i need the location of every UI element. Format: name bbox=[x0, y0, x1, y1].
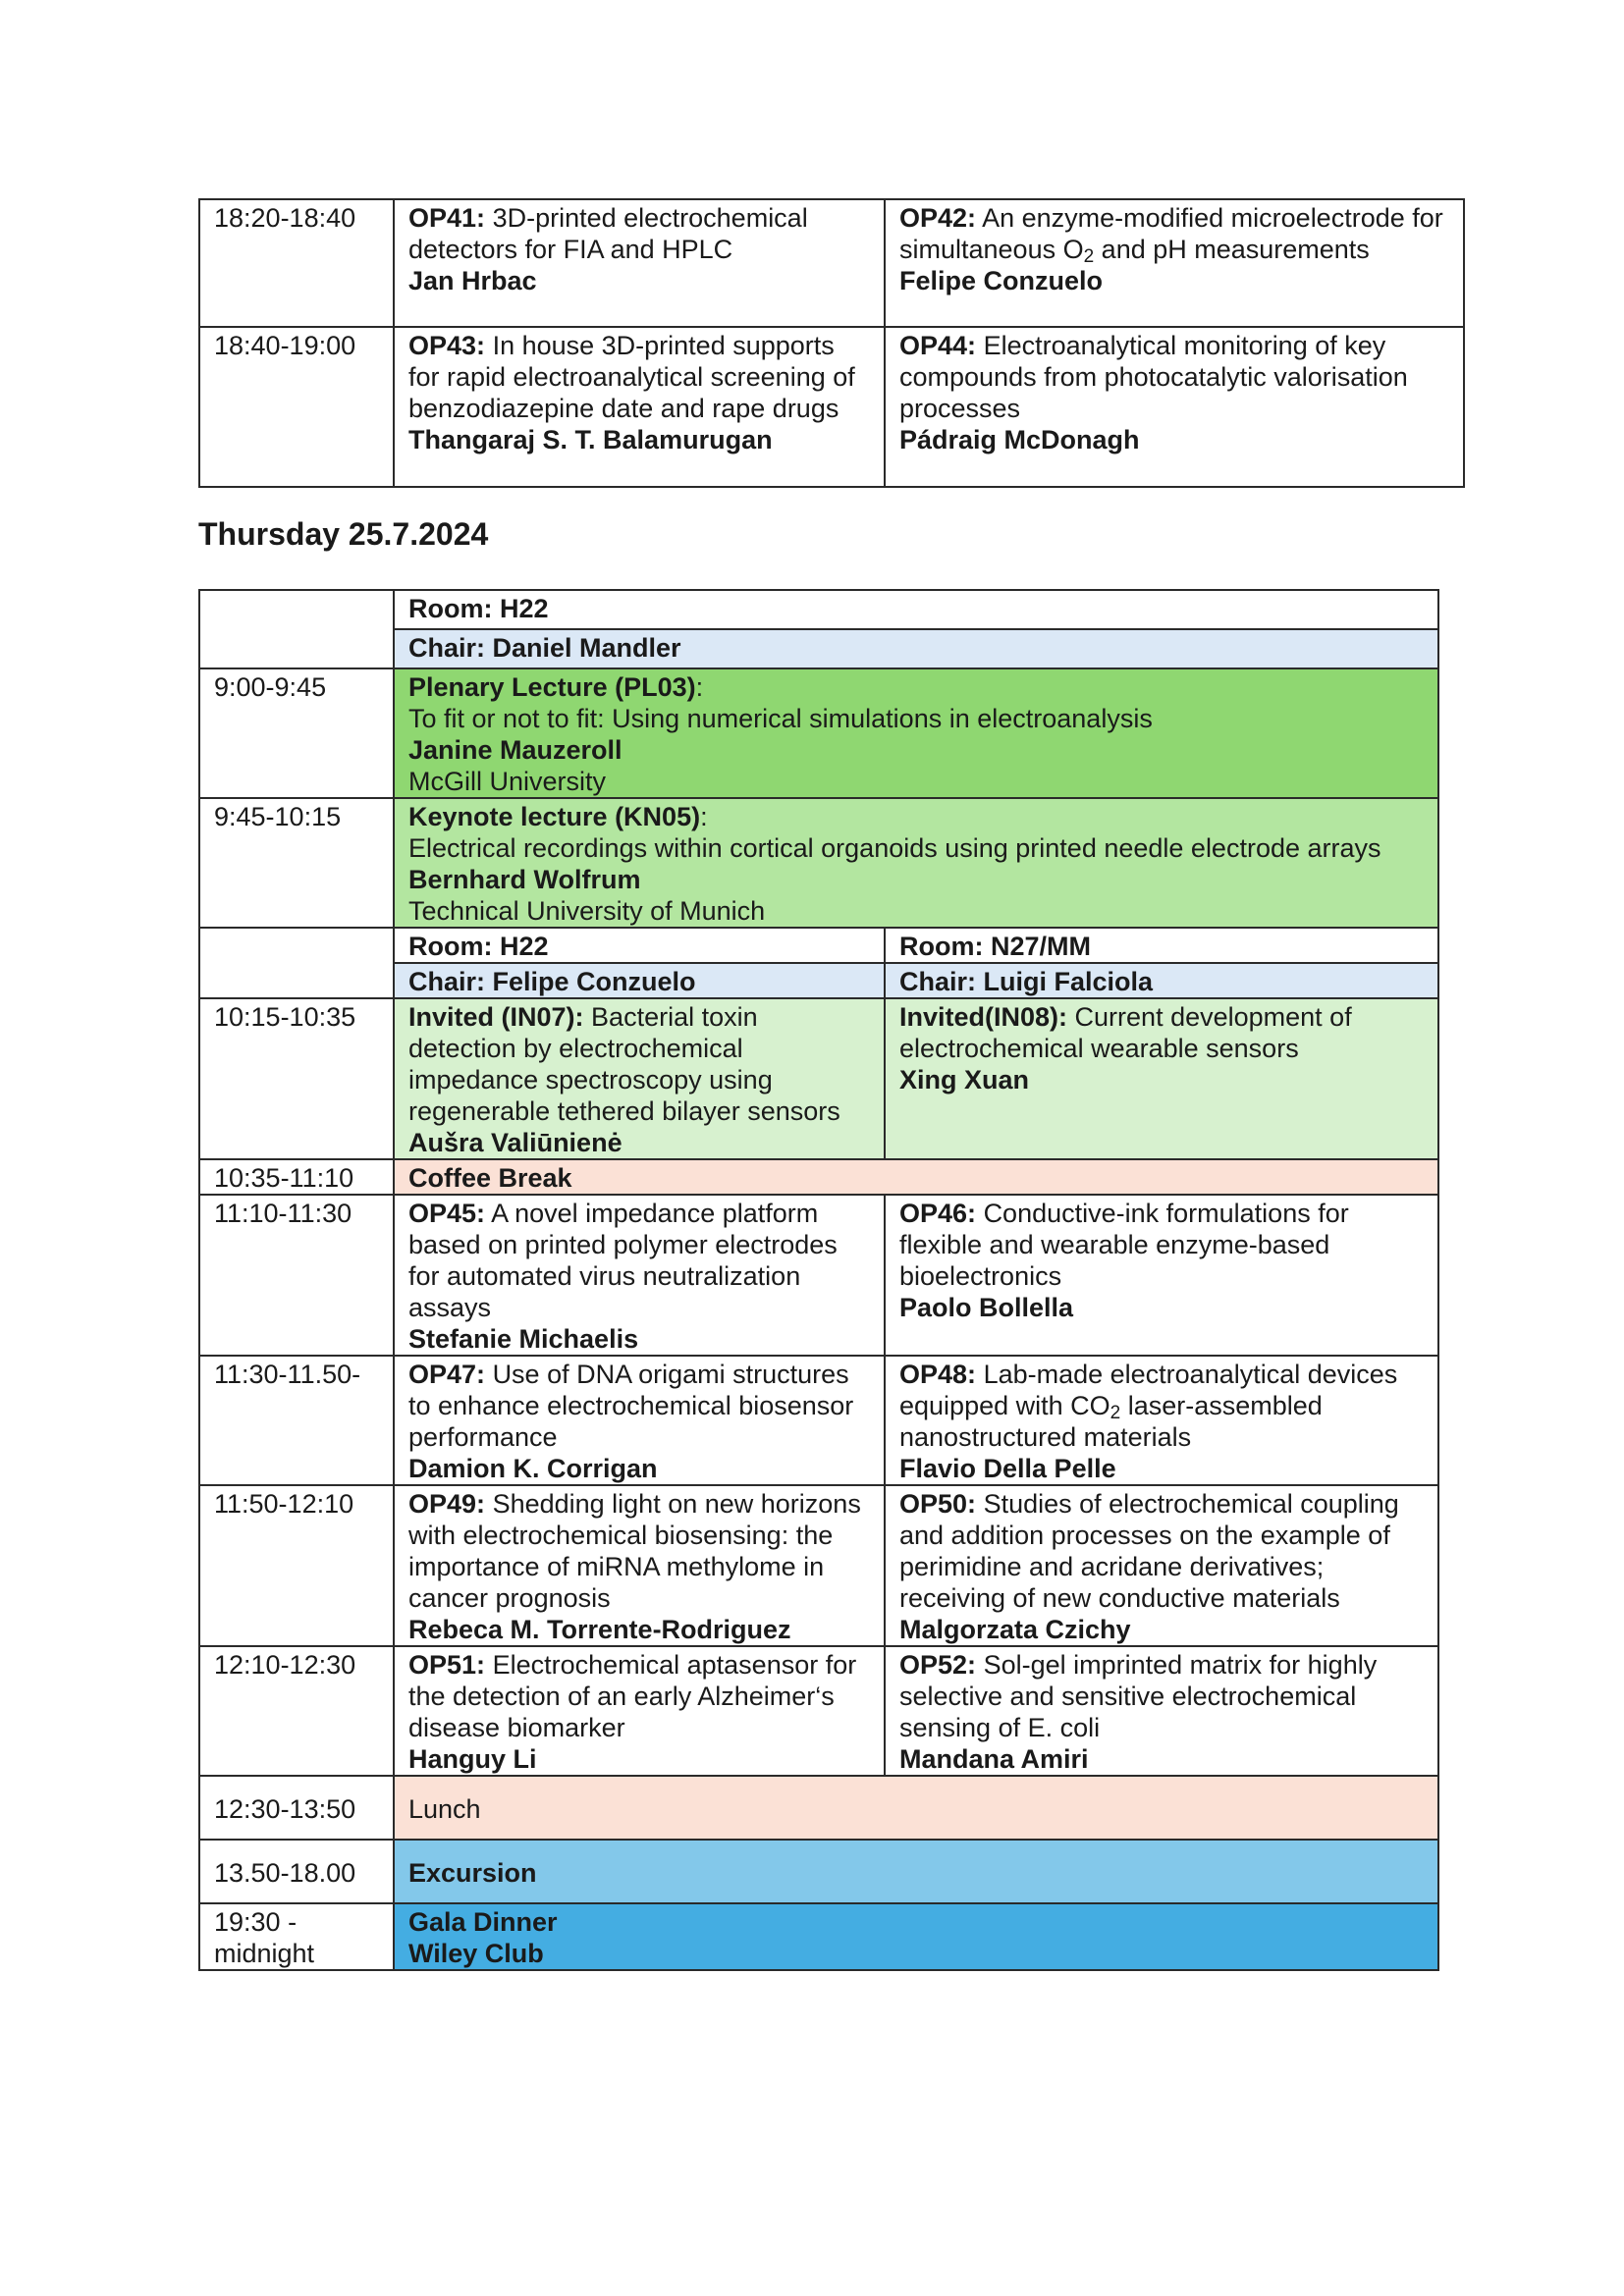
talk-cell bbox=[885, 1195, 1438, 1356]
talk-title-part: An enzyme-modified microelectrode for simultaneous O bbox=[899, 203, 1443, 264]
time-slot: 18:20-18:40 bbox=[199, 199, 394, 327]
talk-cell bbox=[885, 1356, 1438, 1485]
talk-code: OP50: bbox=[899, 1489, 977, 1519]
talk-code: OP47: bbox=[408, 1360, 486, 1389]
talk-cell bbox=[885, 327, 1464, 487]
speaker-name: Bernhard Wolfrum bbox=[408, 865, 641, 894]
talk-cell bbox=[394, 1485, 885, 1646]
talk-cell bbox=[394, 998, 885, 1159]
label-colon: : bbox=[700, 802, 708, 831]
speaker-affiliation: McGill University bbox=[408, 767, 607, 796]
talk-cell bbox=[394, 327, 885, 487]
speaker-name: Damion K. Corrigan bbox=[408, 1454, 658, 1483]
talk-code: OP43: bbox=[408, 331, 486, 360]
table-row bbox=[199, 590, 1438, 629]
table-row bbox=[199, 928, 1438, 963]
talk-code: OP52: bbox=[899, 1650, 977, 1680]
chair-label: Chair: Luigi Falciola bbox=[885, 963, 1438, 998]
speaker-name: Janine Mauzeroll bbox=[408, 735, 623, 765]
talk-code: Invited (IN07): bbox=[408, 1002, 584, 1032]
table-row bbox=[199, 668, 1438, 798]
speaker-name: Rebeca M. Torrente-Rodriguez bbox=[408, 1615, 791, 1644]
lecture-title: Electrical recordings within cortical organoids using printed needle electrode arrays bbox=[408, 833, 1381, 863]
speaker-name: Stefanie Michaelis bbox=[408, 1324, 639, 1354]
speaker-name: Jan Hrbac bbox=[408, 266, 537, 295]
talk-title-part: and pH measurements bbox=[1094, 235, 1370, 264]
table-row bbox=[199, 1840, 1438, 1903]
room-label: Room: N27/MM bbox=[885, 928, 1438, 963]
lecture-label: Plenary Lecture (PL03) bbox=[408, 672, 696, 702]
talk-title: 3D-printed electrochemical detectors for FIA and HPLC bbox=[408, 203, 808, 264]
talk-code: OP48: bbox=[899, 1360, 977, 1389]
label-colon: : bbox=[695, 672, 704, 702]
talk-title: Current development of electrochemical wearable sensors bbox=[899, 1002, 1352, 1063]
time-start: 19:30 - bbox=[214, 1907, 298, 1937]
talk-cell bbox=[885, 199, 1464, 327]
day-heading: Thursday 25.7.2024 bbox=[198, 516, 489, 552]
time-slot: 12:30-13:50 bbox=[199, 1776, 394, 1840]
time-slot: 18:40-19:00 bbox=[199, 327, 394, 487]
speaker-affiliation: Technical University of Munich bbox=[408, 896, 766, 926]
table-row bbox=[199, 1159, 1438, 1195]
talk-cell bbox=[394, 1646, 885, 1776]
table-row bbox=[199, 1903, 1438, 1970]
speaker-name: Hanguy Li bbox=[408, 1744, 537, 1774]
time-slot: 12:10-12:30 bbox=[199, 1646, 394, 1776]
time-end: midnight bbox=[214, 1939, 315, 1968]
keynote-lecture-cell bbox=[394, 798, 1438, 928]
talk-title: Studies of electrochemical coupling and addition processes on the example of perimidine and acridane derivatives; receiving of new conductive materials bbox=[899, 1489, 1399, 1613]
excursion-cell: Excursion bbox=[394, 1840, 1438, 1903]
table-row bbox=[199, 327, 1464, 487]
talk-title: A novel impedance platform based on printed polymer electrodes for automated virus neutralization assays bbox=[408, 1199, 838, 1322]
room-label: Room: H22 bbox=[394, 928, 885, 963]
time-slot: 11:30-11.50- bbox=[199, 1356, 394, 1485]
talk-cell bbox=[885, 998, 1438, 1159]
room-label: Room: H22 bbox=[394, 590, 1438, 629]
speaker-name: Thangaraj S. T. Balamurugan bbox=[408, 425, 773, 454]
table-row bbox=[199, 1356, 1438, 1485]
previous-day-schedule-table bbox=[198, 198, 1465, 488]
table-row bbox=[199, 199, 1464, 327]
lecture-title: To fit or not to fit: Using numerical simulations in electroanalysis bbox=[408, 704, 1153, 733]
gala-dinner-cell bbox=[394, 1903, 1438, 1970]
time-slot: 9:45-10:15 bbox=[199, 798, 394, 928]
lecture-label: Keynote lecture (KN05) bbox=[408, 802, 701, 831]
chair-label: Chair: Daniel Mandler bbox=[394, 629, 1438, 668]
talk-cell bbox=[394, 1356, 885, 1485]
table-row bbox=[199, 1195, 1438, 1356]
talk-code: OP42: bbox=[899, 203, 977, 233]
coffee-break-cell: Coffee Break bbox=[394, 1159, 1438, 1195]
empty-cell bbox=[199, 928, 394, 998]
time-slot: 11:50-12:10 bbox=[199, 1485, 394, 1646]
talk-title bbox=[899, 203, 1443, 267]
talk-code: OP46: bbox=[899, 1199, 977, 1228]
speaker-name: Xing Xuan bbox=[899, 1065, 1030, 1095]
talk-cell bbox=[394, 199, 885, 327]
thursday-schedule-table bbox=[198, 589, 1439, 1971]
event-venue: Wiley Club bbox=[408, 1939, 544, 1968]
lunch-cell: Lunch bbox=[394, 1776, 1438, 1840]
time-slot bbox=[199, 1903, 394, 1970]
time-slot: 13.50-18.00 bbox=[199, 1840, 394, 1903]
plenary-lecture-cell bbox=[394, 668, 1438, 798]
talk-code: OP41: bbox=[408, 203, 486, 233]
chair-label: Chair: Felipe Conzuelo bbox=[394, 963, 885, 998]
talk-title-part: laser-assembled nanostructured materials bbox=[899, 1391, 1323, 1452]
talk-code: OP44: bbox=[899, 331, 977, 360]
speaker-name: Aušra Valiūnienė bbox=[408, 1128, 623, 1157]
talk-title: Conductive-ink formulations for flexible and wearable enzyme-based bioelectronics bbox=[899, 1199, 1349, 1291]
time-slot: 10:15-10:35 bbox=[199, 998, 394, 1159]
talk-title: Electroanalytical monitoring of key compounds from photocatalytic valorisation processes bbox=[899, 331, 1408, 423]
time-slot: 11:10-11:30 bbox=[199, 1195, 394, 1356]
speaker-name: Malgorzata Czichy bbox=[899, 1615, 1131, 1644]
talk-title-part: Lab-made electroanalytical devices equipped with CO bbox=[899, 1360, 1398, 1420]
talk-title: Electrochemical aptasensor for the detection of an early Alzheimer‘s disease biomarker bbox=[408, 1650, 857, 1742]
speaker-name: Paolo Bollella bbox=[899, 1293, 1074, 1322]
table-row bbox=[199, 1776, 1438, 1840]
talk-cell bbox=[885, 1646, 1438, 1776]
subscript: 2 bbox=[1083, 246, 1095, 267]
talk-code: OP51: bbox=[408, 1650, 486, 1680]
talk-title: Shedding light on new horizons with electrochemical biosensing: the importance of miRNA methylome in cancer prognosis bbox=[408, 1489, 861, 1613]
table-row bbox=[199, 1646, 1438, 1776]
table-row bbox=[199, 1485, 1438, 1646]
speaker-name: Flavio Della Pelle bbox=[899, 1454, 1116, 1483]
time-slot: 10:35-11:10 bbox=[199, 1159, 394, 1195]
table-row bbox=[199, 798, 1438, 928]
time-slot: 9:00-9:45 bbox=[199, 668, 394, 798]
speaker-name: Pádraig McDonagh bbox=[899, 425, 1140, 454]
talk-code: OP49: bbox=[408, 1489, 486, 1519]
talk-code: Invited(IN08): bbox=[899, 1002, 1068, 1032]
empty-cell bbox=[199, 590, 394, 668]
table-row bbox=[199, 998, 1438, 1159]
speaker-name: Mandana Amiri bbox=[899, 1744, 1089, 1774]
talk-title: Sol-gel imprinted matrix for highly selective and sensitive electrochemical sensing of E. coli bbox=[899, 1650, 1378, 1742]
talk-title: Bacterial toxin detection by electrochemical impedance spectroscopy using regenerable tethered bilayer sensors bbox=[408, 1002, 840, 1126]
talk-title: In house 3D-printed supports for rapid electroanalytical screening of benzodiazepine date and rape drugs bbox=[408, 331, 855, 423]
talk-code: OP45: bbox=[408, 1199, 486, 1228]
speaker-name: Felipe Conzuelo bbox=[899, 266, 1104, 295]
talk-cell bbox=[394, 1195, 885, 1356]
event-label: Gala Dinner bbox=[408, 1907, 558, 1937]
talk-title: Use of DNA origami structures to enhance electrochemical biosensor performance bbox=[408, 1360, 854, 1452]
talk-cell bbox=[885, 1485, 1438, 1646]
subscript: 2 bbox=[1110, 1403, 1121, 1423]
